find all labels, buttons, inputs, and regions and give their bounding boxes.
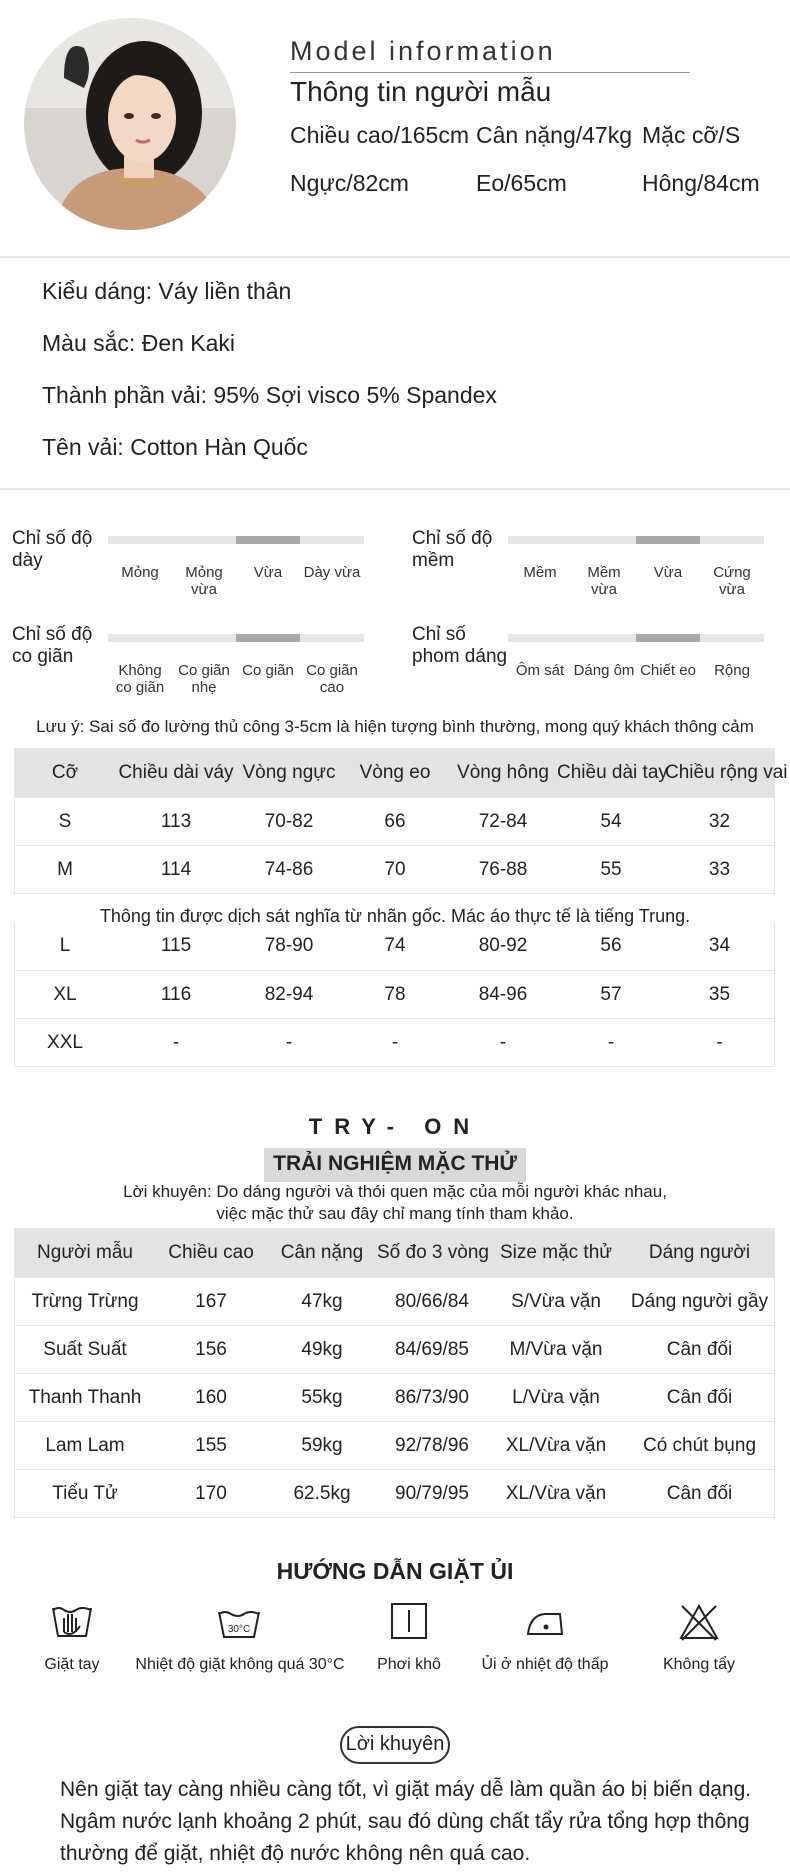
table-header-cell: Vòng ngực xyxy=(242,762,336,783)
table-header-cell: Vòng hông xyxy=(457,762,549,783)
table-cell: L/Vừa vặn xyxy=(512,1386,600,1408)
table-cell: 62.5kg xyxy=(293,1482,351,1504)
table-cell: 55 xyxy=(600,858,622,880)
tip-line-1: Nên giặt tay càng nhiều càng tốt, vì giặt máy dễ làm quần áo bị biến dạng. xyxy=(60,1778,752,1801)
indicator-option: Dáng ôm xyxy=(573,662,635,679)
tryon-advice-line-1: Lời khuyên: Do dáng người và thói quen mặc của mỗi người khác nhau, xyxy=(123,1182,667,1201)
tryon-advice-line-2: việc mặc thử sau đây chỉ mang tính tham khảo. xyxy=(216,1204,574,1223)
model-hip: Hông/84cm xyxy=(642,170,760,196)
table-cell: 80-92 xyxy=(478,935,528,956)
table-header-cell: Chiều cao xyxy=(168,1242,254,1263)
size-table-continued xyxy=(14,922,775,1067)
table-cell: L xyxy=(59,935,71,956)
table-cell: 116 xyxy=(160,983,192,1005)
table-cell: 34 xyxy=(708,935,731,956)
table-cell: 84-96 xyxy=(478,983,528,1005)
tryon-row xyxy=(15,1469,774,1517)
product-style: Kiểu dáng: Váy liền thân xyxy=(42,278,292,304)
table-cell: 86/73/90 xyxy=(395,1386,469,1408)
product-color: Màu sắc: Đen Kaki xyxy=(42,330,236,356)
table-cell: 35 xyxy=(708,983,731,1005)
table-cell: - xyxy=(607,1031,615,1053)
table-cell: 56 xyxy=(600,935,622,956)
table-header-cell: Người mẫu xyxy=(37,1242,133,1263)
table-cell: 80/66/84 xyxy=(395,1290,469,1312)
table-header-cell: Size mặc thử xyxy=(500,1242,612,1263)
indicator-title xyxy=(12,624,92,668)
tryon-row xyxy=(15,1277,774,1325)
no-bleach-icon xyxy=(678,1602,720,1647)
tip-line-2: Ngâm nước lạnh khoảng 2 phút, sau đó dùng chất tẩy rửa tổng hợp thông xyxy=(60,1810,750,1833)
table-row xyxy=(15,1018,774,1066)
tryon-title-en: TRY- ON xyxy=(308,1114,482,1139)
model-bust: Ngực/82cm xyxy=(290,170,409,196)
table-cell: - xyxy=(499,1031,507,1053)
table-cell: - xyxy=(716,1031,723,1053)
table-header-cell: Số đo 3 vòng xyxy=(377,1242,489,1263)
tryon-table xyxy=(14,1228,775,1518)
drip-dry-icon xyxy=(390,1602,428,1645)
indicator-selected-segment xyxy=(636,634,700,642)
table-cell: 155 xyxy=(195,1434,227,1456)
table-row xyxy=(15,970,774,1018)
model-size: Mặc cỡ/S xyxy=(642,122,741,148)
indicator-option: Mỏng vừa xyxy=(185,564,223,598)
model-photo xyxy=(24,18,236,230)
table-cell: 47kg xyxy=(301,1290,343,1312)
indicator-title-line: Chỉ số độ xyxy=(12,624,93,645)
wash-label-dry: Phơi khô xyxy=(377,1656,441,1673)
table-cell: 74 xyxy=(384,935,406,956)
indicator-title-line: co giãn xyxy=(12,646,74,667)
table-header-cell: Dáng người xyxy=(648,1242,751,1263)
table-cell: 113 xyxy=(160,810,192,832)
table-cell: XL xyxy=(53,983,77,1005)
product-fabric: Tên vải: Cotton Hàn Quốc xyxy=(42,434,308,460)
indicator-title-line: phom dáng xyxy=(412,646,508,667)
table-cell: Cân đối xyxy=(666,1386,733,1408)
table-cell: 115 xyxy=(160,935,192,956)
indicator-title-line: Chỉ số độ xyxy=(412,528,493,549)
model-heading-en: Model information xyxy=(290,36,556,66)
indicator-title-line: mềm xyxy=(412,550,455,571)
indicator-bar xyxy=(108,634,364,642)
table-cell: XL/Vừa vặn xyxy=(505,1434,607,1456)
table-cell: 170 xyxy=(195,1482,227,1504)
indicator-title xyxy=(412,528,492,572)
table-cell: 70 xyxy=(384,858,406,880)
table-row xyxy=(15,845,774,893)
table-cell: 156 xyxy=(195,1338,227,1360)
table-cell: XL/Vừa vặn xyxy=(505,1482,607,1504)
table-cell: 66 xyxy=(384,810,406,832)
table-cell: Thanh Thanh xyxy=(28,1386,142,1408)
table-cell: S xyxy=(58,810,72,832)
table-cell: - xyxy=(391,1031,399,1053)
tryon-row xyxy=(15,1325,774,1373)
indicator-title xyxy=(12,528,92,572)
indicator-option: Co giãn xyxy=(242,662,294,679)
tips-title: Lời khuyên xyxy=(345,1733,445,1755)
table-cell: 76-88 xyxy=(478,858,528,880)
table-cell: M/Vừa vặn xyxy=(509,1338,603,1360)
table-cell: 33 xyxy=(708,858,731,880)
tip-line-3: thường để giặt, nhiệt độ nước không nên quá cao. xyxy=(60,1842,531,1865)
wash-label-temp: Nhiệt độ giặt không quá 30°C xyxy=(135,1656,345,1673)
table-cell: Trừng Trừng xyxy=(31,1290,139,1312)
indicator-option: Co giãn nhẹ xyxy=(178,662,230,696)
table-header-cell: Cỡ xyxy=(51,762,79,783)
table-cell: Tiểu Tử xyxy=(52,1482,118,1504)
table-header-row xyxy=(15,1229,774,1277)
product-material: Thành phần vải: 95% Sợi visco 5% Spandex xyxy=(42,382,497,408)
table-cell: - xyxy=(285,1031,293,1053)
table-cell: 55kg xyxy=(301,1386,343,1408)
indicator-option: Không co giãn xyxy=(115,662,165,696)
tryon-title-vi: TRẢI NGHIỆM MẶC THỬ xyxy=(273,1152,517,1175)
table-header-cell: Chiều dài tay xyxy=(557,762,668,783)
table-row xyxy=(15,797,774,845)
size-table xyxy=(14,748,788,894)
table-header-cell: Chiều dài váy xyxy=(118,762,234,783)
table-header-row xyxy=(15,749,788,797)
indicator-option: Mềm xyxy=(523,564,557,581)
indicator-option: Dày vừa xyxy=(303,564,361,581)
table-row xyxy=(15,922,774,970)
table-cell: 160 xyxy=(195,1386,227,1408)
table-cell: 167 xyxy=(195,1290,227,1312)
table-cell: - xyxy=(172,1031,180,1053)
indicator-option: Mềm vừa xyxy=(587,564,621,598)
indicator-title-line: Chỉ số xyxy=(412,624,466,645)
table-header-cell: Vòng eo xyxy=(359,762,431,783)
model-weight: Cân nặng/47kg xyxy=(476,122,633,148)
indicator-selected-segment xyxy=(636,536,700,544)
indicator-bar xyxy=(108,536,364,544)
tryon-row xyxy=(15,1421,774,1469)
indicator-title-line: Chỉ số độ xyxy=(12,528,93,549)
indicator-option: Vừa xyxy=(653,564,683,581)
table-cell: M xyxy=(57,858,73,880)
wash-30-text: 30°C xyxy=(227,1624,251,1635)
table-cell: 70-82 xyxy=(264,810,314,832)
tryon-row xyxy=(15,1373,774,1421)
table-header-cell: Cân nặng xyxy=(280,1242,364,1263)
iron-low-icon xyxy=(524,1608,566,1643)
wash-label-iron: Ủi ở nhiệt độ thấp xyxy=(481,1656,609,1673)
wash-label-hand: Giặt tay xyxy=(44,1656,100,1673)
measurement-note: Lưu ý: Sai số đo lường thủ công 3-5cm là hiện tượng bình thường, mong quý khách thông cảm xyxy=(36,717,754,736)
model-heading-vi: Thông tin người mẫu xyxy=(290,76,552,107)
table-cell: 82-94 xyxy=(264,983,314,1005)
translation-note: Thông tin được dịch sát nghĩa từ nhãn gốc. Mác áo thực tế là tiếng Trung. xyxy=(99,906,691,926)
indicator-option: Cứng vừa xyxy=(713,564,751,598)
table-cell: 59kg xyxy=(301,1434,343,1456)
hand-wash-icon xyxy=(50,1602,94,1645)
table-cell: 114 xyxy=(160,858,192,880)
indicator-option: Co giãn cao xyxy=(306,662,358,696)
table-cell: 84/69/85 xyxy=(395,1338,469,1360)
table-cell: 90/79/95 xyxy=(395,1482,469,1504)
table-cell: 74-86 xyxy=(264,858,314,880)
table-cell: 78-90 xyxy=(264,935,314,956)
indicator-selected-segment xyxy=(236,536,300,544)
table-cell: 49kg xyxy=(301,1338,343,1360)
table-cell: Lam Lam xyxy=(45,1434,125,1456)
table-cell: 54 xyxy=(600,810,622,832)
table-cell: 72-84 xyxy=(478,810,528,832)
table-cell: Dáng người gầy xyxy=(630,1290,769,1312)
divider xyxy=(0,488,790,490)
table-cell: Cân đối xyxy=(666,1338,733,1360)
wash-label-bleach: Không tẩy xyxy=(662,1656,736,1673)
indicator-option: Mỏng xyxy=(121,564,159,581)
model-waist: Eo/65cm xyxy=(476,170,567,196)
table-cell: Cân đối xyxy=(666,1482,733,1504)
indicator-option: Ôm sát xyxy=(515,662,565,679)
indicator-title-line: dày xyxy=(12,550,43,571)
table-cell: 57 xyxy=(600,983,622,1005)
table-cell: 32 xyxy=(708,810,731,832)
indicator-bar xyxy=(508,634,764,642)
model-height: Chiều cao/165cm xyxy=(290,122,469,148)
wash-title: HƯỚNG DẪN GIẶT ỦI xyxy=(276,1558,514,1584)
table-cell: S/Vừa vặn xyxy=(511,1290,601,1312)
divider xyxy=(0,256,790,258)
indicator-option: Chiết eo xyxy=(640,662,696,679)
table-cell: XXL xyxy=(47,1031,83,1053)
table-cell: Suất Suất xyxy=(43,1338,127,1360)
table-cell: 78 xyxy=(384,983,406,1005)
indicator-title xyxy=(412,624,507,668)
indicator-selected-segment xyxy=(236,634,300,642)
model-avatar xyxy=(24,18,236,230)
table-header-cell: Chiều rộng vai xyxy=(665,762,788,783)
indicator-bar xyxy=(508,536,764,544)
table-cell: Có chút bụng xyxy=(642,1434,757,1456)
table-cell: 92/78/96 xyxy=(395,1434,469,1456)
wash-30-icon xyxy=(216,1606,262,1645)
indicator-option: Rộng xyxy=(714,662,750,679)
indicator-option: Vừa xyxy=(253,564,283,581)
heading-underline xyxy=(290,72,690,73)
